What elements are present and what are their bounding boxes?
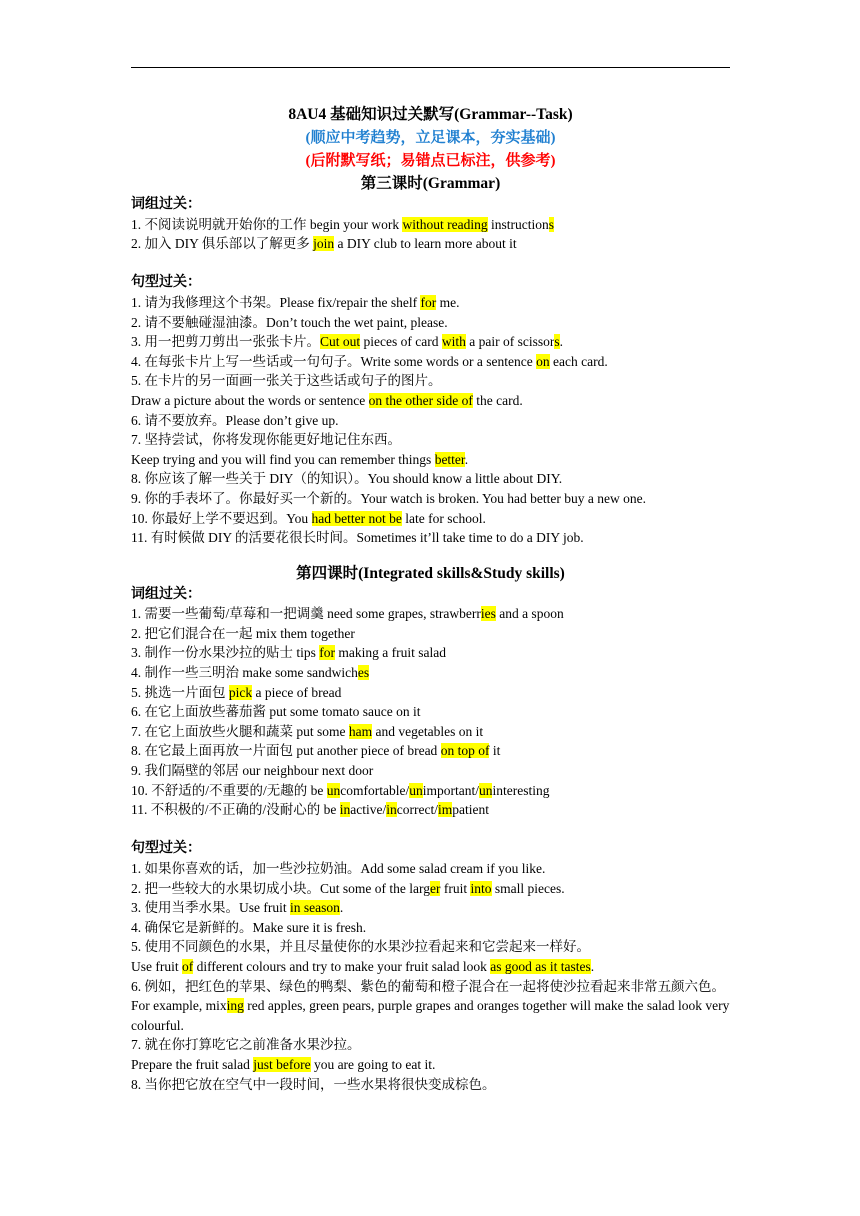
highlighted-text: in: [386, 802, 397, 818]
document-title: 8AU4 基础知识过关默写(Grammar--Task): [288, 106, 573, 123]
list-item: [131, 937, 730, 957]
list-item: [131, 430, 730, 450]
list-item: [131, 977, 730, 997]
highlighted-text: with: [441, 334, 466, 350]
highlighted-text: ham: [348, 723, 373, 739]
text-segment: .: [464, 451, 469, 467]
lesson-3-phrases-list: [131, 215, 730, 254]
list-item: [131, 450, 730, 470]
text-segment: 1. 请为我修理这个书架。Please fix/repair the shelf: [131, 294, 421, 310]
highlighted-text: in: [339, 802, 351, 818]
list-item: [131, 702, 730, 722]
text-segment: 8. 在它最上面再放一片面包 put another piece of bread: [131, 743, 441, 759]
list-item: [131, 509, 730, 529]
text-segment: pieces of card: [360, 334, 442, 350]
text-segment: 10. 你最好上学不要迟到。You: [131, 510, 312, 526]
text-segment: active/: [350, 802, 387, 818]
text-segment: 5. 使用不同颜色的水果，并且尽量使你的水果沙拉看起来和它尝起来一样好。: [131, 939, 590, 955]
highlighted-text: had better not be: [311, 510, 402, 526]
list-item: [131, 528, 730, 548]
text-segment: me.: [436, 294, 460, 310]
list-item: [131, 293, 730, 313]
text-segment: 1. 需要一些葡萄/草莓和一把调羹 need some grapes, strawberr: [131, 606, 481, 622]
lesson-3-sentences-title: 句型过关：: [131, 275, 201, 291]
highlighted-text: un: [326, 782, 341, 798]
list-item: [131, 741, 730, 761]
highlighted-text: better: [434, 451, 465, 467]
highlighted-text: s: [554, 334, 560, 350]
highlighted-text: es: [357, 665, 370, 681]
text-segment: different colours and try to make your fruit salad look: [193, 958, 491, 974]
highlighted-text: er: [429, 880, 441, 896]
list-item: [131, 1075, 730, 1095]
list-item: [131, 643, 730, 663]
lesson-4-phrases-list: [131, 604, 730, 820]
lesson-3-heading: 第三课时(Grammar): [360, 175, 501, 192]
highlighted-text: without reading: [402, 216, 488, 232]
text-segment: 2. 把一些较大的水果切成小块。Cut some of the larg: [131, 880, 430, 896]
text-segment: important/: [422, 782, 479, 798]
text-segment: 6. 例如，把红色的苹果、绿色的鸭梨、紫色的葡萄和橙子混合在一起将使沙拉看起来非常五颜六色。: [131, 978, 725, 994]
list-item: [131, 332, 730, 352]
text-segment: 1. 如果你喜欢的话，加一些沙拉奶油。Add some salad cream if you like.: [131, 861, 546, 876]
highlighted-text: on: [536, 353, 550, 369]
text-segment: 2. 加入 DIY 俱乐部以了解更多: [131, 236, 314, 252]
text-segment: 11. 不积极的/不正确的/没耐心的 be: [131, 802, 340, 818]
text-segment: it: [489, 743, 501, 759]
text-segment: 8. 你应该了解一些关于 DIY（的知识）。You should know a little about DIY.: [131, 471, 563, 487]
text-segment: .: [590, 958, 595, 974]
text-segment: Prepare the fruit salad: [131, 1056, 254, 1072]
list-item: [131, 371, 730, 391]
list-item: [131, 1055, 730, 1075]
highlighted-text: into: [470, 880, 492, 896]
text-segment: 4. 确保它是新鲜的。Make sure it is fresh.: [131, 919, 367, 935]
text-segment: small pieces.: [491, 880, 565, 896]
text-segment: 4. 在每张卡片上写一些话或一句句子。Write some words or a sentence: [131, 353, 537, 369]
text-segment: 6. 在它上面放些蕃茄酱 put some tomato sauce on it: [131, 704, 421, 720]
text-segment: 2. 请不要触碰湿油漆。Don’t touch the wet paint, please.: [131, 314, 448, 330]
text-segment: 5. 在卡片的另一面画一张关于这些话或句子的图片。: [131, 373, 442, 389]
list-item: [131, 604, 730, 624]
list-item: [131, 624, 730, 644]
list-item: [131, 761, 730, 781]
text-segment: patient: [452, 802, 489, 818]
text-segment: 8. 当你把它放在空气中一段时间，一些水果将很快变成棕色。: [131, 1076, 496, 1092]
document-content: [131, 104, 730, 1094]
highlighted-text: just before: [253, 1056, 311, 1072]
text-segment: red apples, green pears, purple grapes and oranges together will make the salad look very colourful.: [131, 998, 730, 1033]
highlighted-text: ies: [480, 606, 496, 622]
text-segment: Draw a picture about the words or sentence: [131, 392, 369, 408]
list-item: [131, 234, 730, 254]
text-segment: 3. 使用当季水果。Use fruit: [131, 900, 290, 916]
list-item: [131, 996, 730, 1035]
text-segment: the card.: [472, 392, 523, 408]
highlighted-text: as good as it tastes: [490, 958, 591, 974]
header-rule: [131, 67, 730, 68]
text-segment: 6. 请不要放弃。Please don’t give up.: [131, 412, 339, 428]
list-item: [131, 918, 730, 938]
list-item: [131, 879, 730, 899]
highlighted-text: for: [319, 645, 336, 661]
highlighted-text: un: [478, 782, 493, 798]
text-segment: 1. 不阅读说明就开始你的工作 begin your work: [131, 216, 403, 232]
list-item: [131, 957, 730, 977]
text-segment: instruction: [487, 216, 549, 232]
text-segment: 7. 在它上面放些火腿和蔬菜 put some: [131, 723, 349, 739]
text-segment: 11. 有时候做 DIY 的活要花很长时间。Sometimes it’ll take time to do a DIY job.: [131, 530, 584, 546]
list-item: [131, 1035, 730, 1055]
document-subtitle-1: (顺应中考趋势，立足课本，夯实基础): [305, 130, 556, 146]
lesson-4-sentences-title: 句型过关：: [131, 841, 201, 857]
text-segment: 9. 你的手表坏了。你最好买一个新的。Your watch is broken. You had better buy a new one.: [131, 490, 646, 506]
list-item: [131, 800, 730, 820]
highlighted-text: on top of: [440, 743, 490, 759]
document-subtitle-2: (后附默写纸；易错点已标注，供参考): [305, 153, 556, 169]
text-segment: and vegetables on it: [372, 723, 484, 739]
list-item: [131, 663, 730, 683]
text-segment: late for school.: [401, 510, 486, 526]
highlighted-text: ing: [226, 998, 244, 1014]
list-item: [131, 489, 730, 509]
text-segment: a pair of scissor: [465, 334, 555, 350]
highlighted-text: pick: [228, 684, 253, 700]
text-segment: correct/: [396, 802, 438, 818]
text-segment: 7. 就在你打算吃它之前准备水果沙拉。: [131, 1037, 361, 1053]
list-item: [131, 898, 730, 918]
highlighted-text: un: [409, 782, 423, 798]
text-segment: comfortable/: [340, 782, 410, 798]
list-item: [131, 859, 730, 879]
lesson-3-phrases-title: 词组过关：: [131, 197, 201, 212]
spacer: [131, 548, 730, 563]
text-segment: 7. 坚持尝试，你将发现你能更好地记住东西。: [131, 432, 401, 448]
text-segment: 2. 把它们混合在一起 mix them together: [131, 625, 355, 641]
highlighted-text: join: [313, 236, 335, 252]
highlighted-text: s: [548, 216, 554, 232]
text-segment: 9. 我们隔壁的邻居 our neighbour next door: [131, 763, 374, 779]
text-segment: making a fruit salad: [335, 645, 446, 661]
lesson-3-sentences-list: [131, 293, 730, 548]
text-segment: you are going to eat it.: [310, 1056, 436, 1072]
list-item: [131, 313, 730, 333]
text-segment: .: [559, 334, 563, 350]
text-segment: a DIY club to learn more about it: [334, 236, 517, 252]
spacer: [131, 820, 730, 840]
text-segment: .: [339, 900, 344, 916]
list-item: [131, 781, 730, 801]
highlighted-text: im: [437, 802, 453, 818]
list-item: [131, 469, 730, 489]
list-item: [131, 411, 730, 431]
text-segment: a piece of bread: [252, 684, 342, 700]
text-segment: For example, mix: [131, 998, 227, 1014]
text-segment: 5. 挑选一片面包: [131, 684, 229, 700]
highlighted-text: of: [182, 958, 194, 974]
list-item: [131, 391, 730, 411]
lesson-4-phrases-title: 词组过关：: [131, 586, 201, 602]
lesson-4-sentences-list: [131, 859, 730, 1094]
text-segment: 3. 制作一份水果沙拉的贴士 tips: [131, 645, 320, 661]
text-segment: Use fruit: [131, 958, 182, 974]
text-segment: 10. 不舒适的/不重要的/无趣的 be: [131, 782, 327, 798]
list-item: [131, 683, 730, 703]
text-segment: and a spoon: [495, 606, 564, 622]
text-segment: interesting: [492, 782, 550, 798]
list-item: [131, 215, 730, 235]
highlighted-text: Cut out: [320, 334, 361, 350]
spacer: [131, 254, 730, 274]
highlighted-text: on the other side of: [368, 392, 473, 408]
list-item: [131, 722, 730, 742]
highlighted-text: for: [420, 294, 437, 310]
list-item: [131, 352, 730, 372]
lesson-4-heading: 第四课时(Integrated skills&Study skills): [296, 564, 565, 582]
highlighted-text: in season: [290, 900, 340, 916]
text-segment: each card.: [549, 353, 608, 369]
text-segment: 4. 制作一些三明治 make some sandwich: [131, 665, 358, 681]
text-segment: Keep trying and you will find you can remember things: [131, 451, 435, 467]
text-segment: fruit: [440, 880, 471, 896]
text-segment: 3. 用一把剪刀剪出一张张卡片。: [131, 334, 320, 350]
